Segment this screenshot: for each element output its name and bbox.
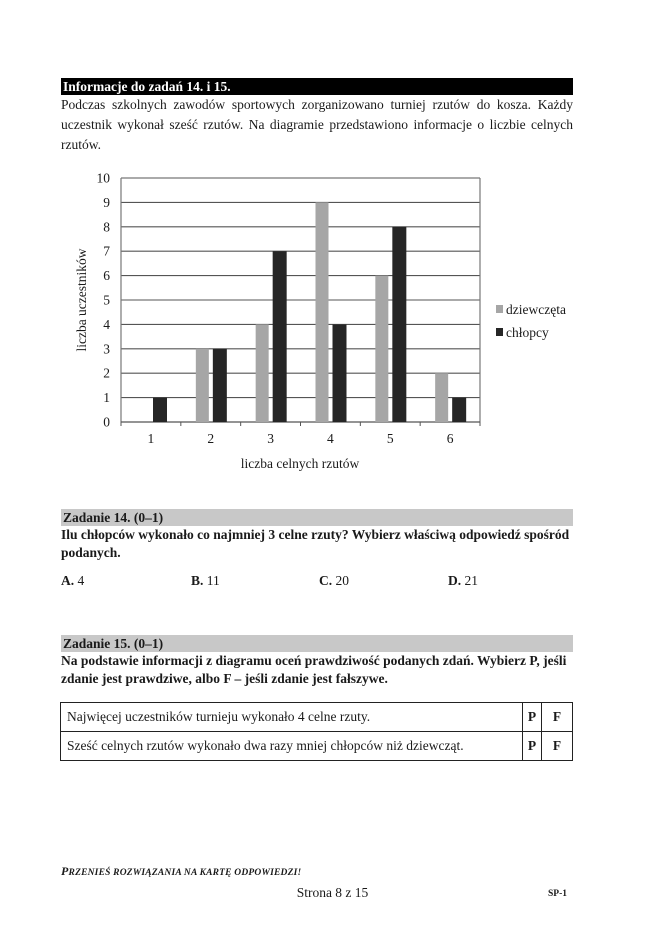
bar-girls — [196, 349, 209, 422]
task14-header: Zadanie 14. (0–1) — [61, 509, 573, 526]
y-tick-label: 2 — [103, 365, 110, 381]
exam-code: SP-1 — [548, 889, 567, 899]
chart-bars — [153, 202, 466, 422]
x-tick-label: 4 — [327, 431, 334, 446]
table-row — [61, 732, 573, 761]
option-p-1[interactable]: P — [523, 703, 542, 732]
x-axis-ticks — [148, 431, 454, 446]
task14-option-c[interactable]: C. 20 — [319, 573, 349, 588]
option-p-2[interactable]: P — [523, 732, 542, 761]
option-f-2[interactable]: F — [542, 732, 573, 761]
bar-girls — [316, 202, 329, 422]
bar-girls — [256, 324, 269, 422]
chart-legend — [496, 302, 566, 340]
y-tick-label: 4 — [103, 316, 110, 332]
task15-question: Na podstawie informacji z diagramu oceń prawdziwość podanych zdań. Wybierz P, jeśli zdanie jest prawdziwe, albo F – jeśli zdanie jest fałszywe. — [61, 653, 567, 686]
legend-swatch — [496, 305, 503, 313]
bar-girls — [435, 373, 448, 422]
info-header: Informacje do zadań 14. i 15. — [61, 78, 573, 95]
bar-girls — [375, 276, 388, 422]
task14-option-b[interactable]: B. 11 — [191, 573, 220, 588]
bar-boys — [333, 324, 347, 422]
bar-boys — [153, 398, 167, 422]
y-tick-label: 7 — [103, 243, 110, 259]
y-tick-label: 6 — [103, 268, 110, 284]
transfer-note: PRZENIEŚ ROZWIĄZANIA NA KARTĘ ODPOWIEDZI! — [61, 864, 302, 878]
task14-option-a[interactable]: A. 4 — [61, 573, 85, 588]
y-tick-label: 8 — [103, 219, 110, 235]
statement-2: Sześć celnych rzutów wykonało dwa razy mniej chłopców niż dziewcząt. — [61, 732, 523, 761]
statement-1: Najwięcej uczestników turnieju wykonało 4 celne rzuty. — [61, 703, 523, 732]
x-tick-label: 5 — [386, 431, 394, 446]
legend-label: chłopcy — [506, 325, 549, 340]
legend-swatch — [496, 328, 503, 336]
y-tick-label: 5 — [103, 292, 110, 308]
task14-question: Ilu chłopców wykonało co najmniej 3 celne rzuty? Wybierz właściwą odpowiedź spośród podanych. — [61, 527, 570, 560]
table-row — [61, 703, 573, 732]
x-tick-label: 3 — [267, 431, 274, 446]
page-number: Strona 8 z 15 — [296, 885, 369, 900]
y-tick-label: 10 — [96, 170, 110, 186]
x-tick-label: 1 — [147, 431, 155, 446]
chart-grid — [121, 178, 480, 426]
x-tick-label: 6 — [446, 431, 454, 446]
task14-option-d[interactable]: D. 21 — [448, 573, 478, 588]
legend-label: dziewczęta — [506, 302, 566, 317]
bar-boys — [213, 349, 227, 422]
y-axis-label: liczba uczestników — [74, 248, 89, 352]
bar-boys — [392, 227, 406, 422]
y-tick-label: 9 — [103, 194, 110, 210]
y-tick-label: 1 — [103, 390, 110, 406]
y-tick-label: 3 — [103, 341, 110, 357]
option-f-1[interactable]: F — [542, 703, 573, 732]
intro-text: Podczas szkolnych zawodów sportowych zorganizowano turniej rzutów do kosza. Każdy uczestnik wykonał sześć rzutów. Na diagramie przedstawiono informacje o liczbie celnych rzutów. — [61, 97, 573, 152]
true-false-table — [60, 702, 573, 761]
x-tick-label: 2 — [207, 431, 215, 446]
x-axis-label: liczba celnych rzutów — [240, 456, 360, 471]
bar-boys — [452, 398, 466, 422]
y-axis-ticks — [97, 171, 111, 430]
y-tick-label: 0 — [103, 414, 110, 430]
task15-header: Zadanie 15. (0–1) — [61, 635, 573, 652]
bar-boys — [273, 251, 287, 422]
